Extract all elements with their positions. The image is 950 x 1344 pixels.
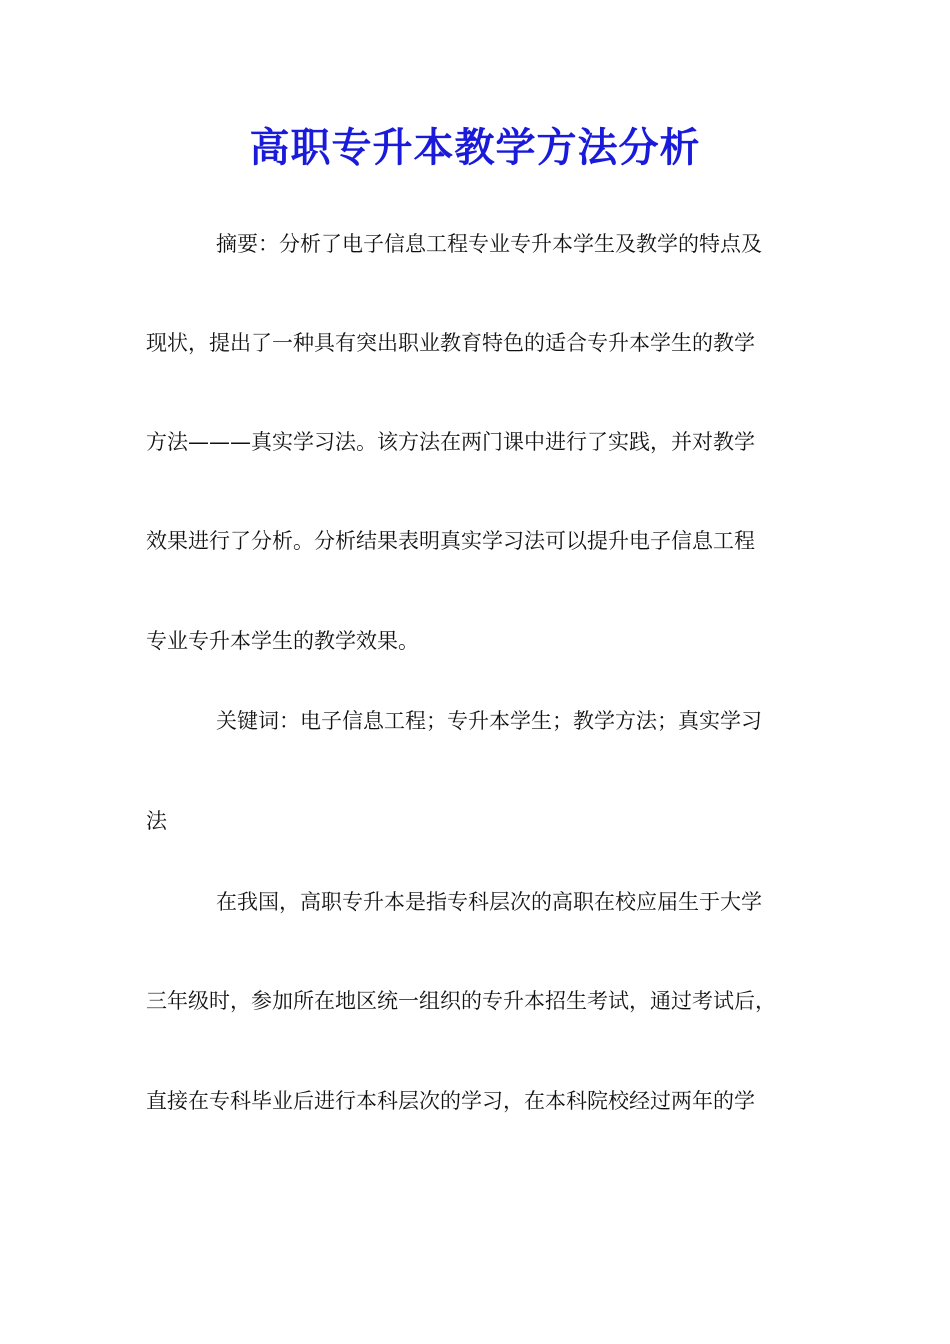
abstract-line-2: 现状，提出了一种具有突出职业教育特色的适合专升本学生的教学 [146,331,755,355]
body-line-3: 直接在专科毕业后进行本科层次的学习，在本科院校经过两年的学 [146,1089,755,1113]
abstract-line-1: 摘要：分析了电子信息工程专业专升本学生及教学的特点及 [216,232,762,256]
abstract-line-4: 效果进行了分析。分析结果表明真实学习法可以提升电子信息工程 [146,529,755,553]
abstract-line-5: 专业专升本学生的教学效果。 [146,629,419,653]
body-line-2: 三年级时，参加所在地区统一组织的专升本招生考试，通过考试后， [146,989,776,1013]
document-title: 高职专升本教学方法分析 [249,124,701,171]
keywords-line-1: 关键词：电子信息工程；专升本学生；教学方法；真实学习 [216,709,762,733]
body-line-1: 在我国，高职专升本是指专科层次的高职在校应届生于大学 [216,890,762,914]
abstract-line-3: 方法———真实学习法。该方法在两门课中进行了实践，并对教学 [146,430,755,454]
keywords-line-2: 法 [146,809,167,833]
